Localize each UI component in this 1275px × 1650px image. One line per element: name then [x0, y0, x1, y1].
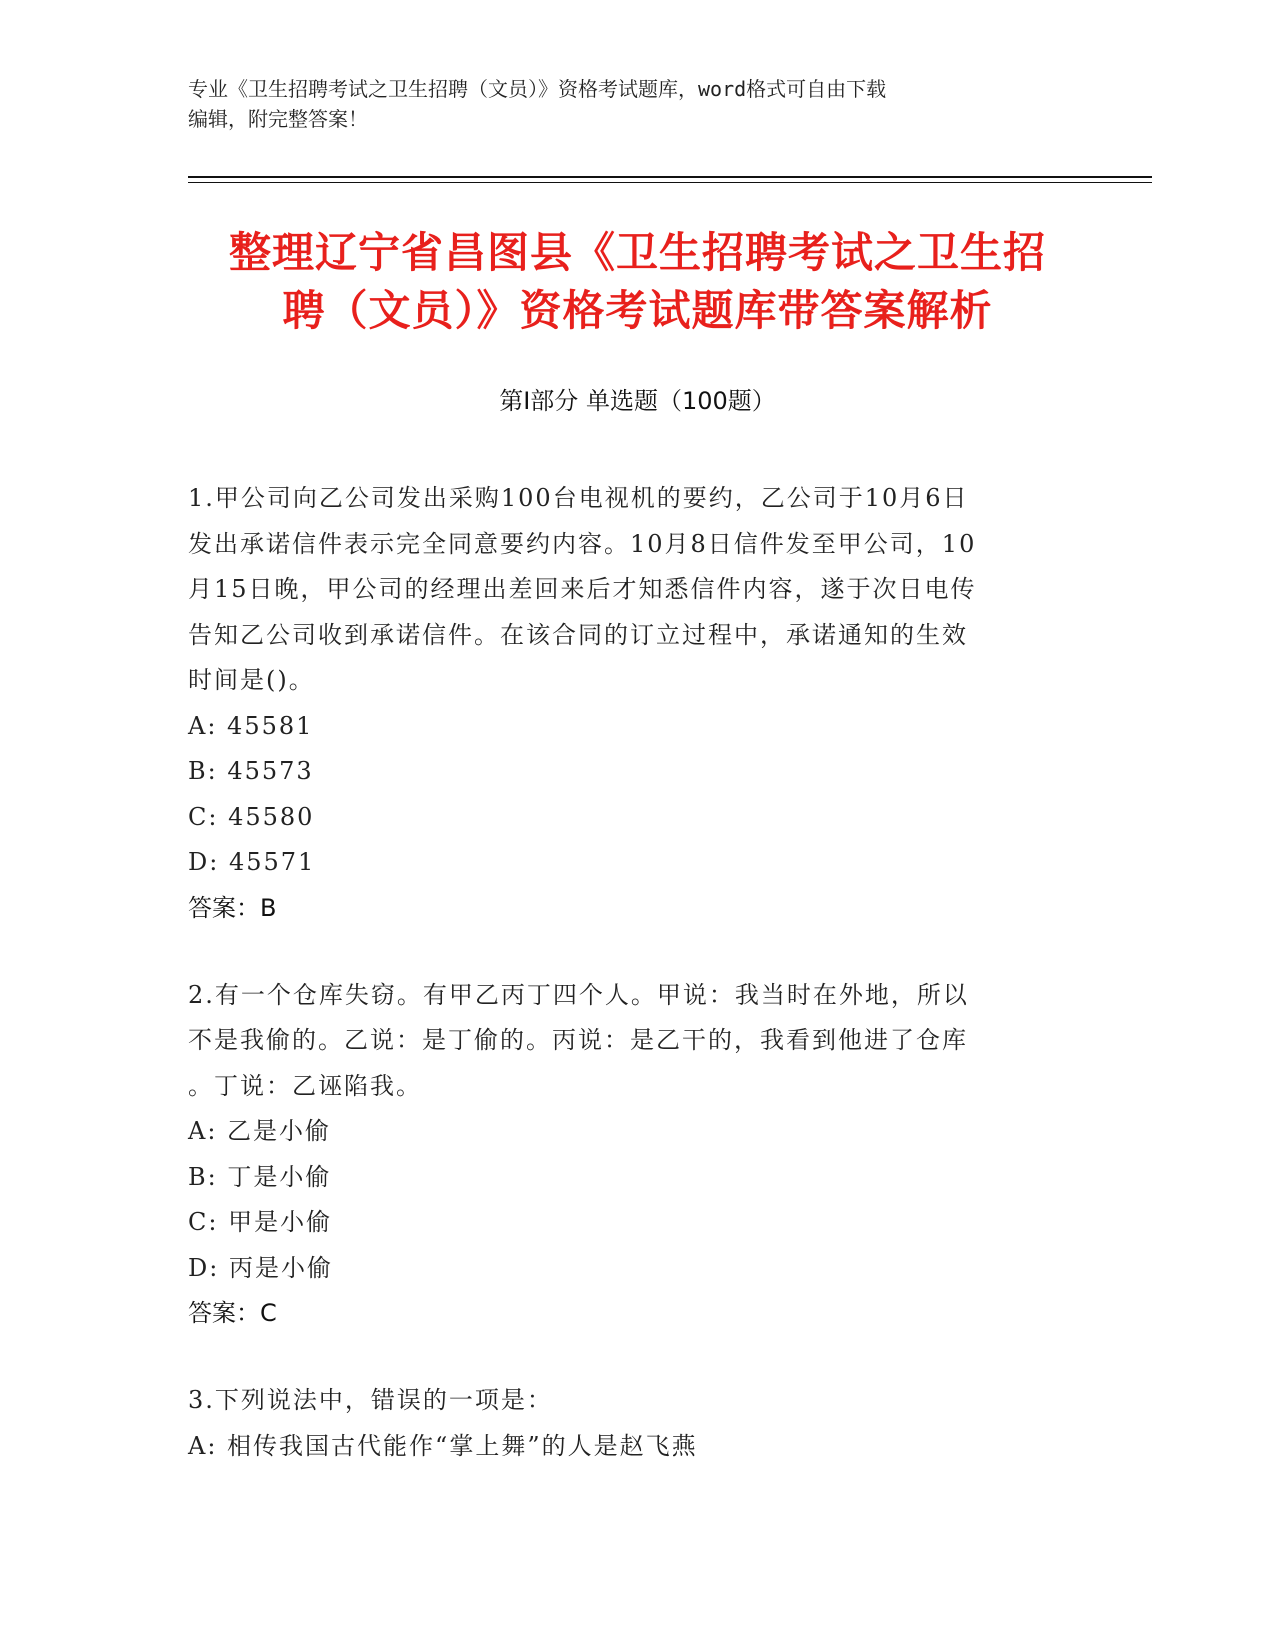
- question-list: [188, 476, 1068, 1511]
- option-b: B: 丁是小偷: [188, 1162, 332, 1191]
- question-stem-line: 3.下列说法中，错误的一项是：: [188, 1386, 553, 1414]
- question-stem-line: 告知乙公司收到承诺信件。在该合同的订立过程中，承诺通知的生效: [188, 620, 968, 649]
- question-stem-line: 2.有一个仓库失窃。有甲乙丙丁四个人。甲说：我当时在外地，所以: [188, 980, 969, 1009]
- question-2: [188, 973, 1068, 1337]
- question-3: [188, 1378, 1068, 1469]
- question-stem: [188, 476, 1068, 704]
- option-c: C: 甲是小偷: [188, 1208, 333, 1236]
- question-stem-line: 时间是()。: [188, 666, 315, 694]
- header-divider-thin: [188, 182, 1152, 183]
- document-title: [150, 224, 1125, 340]
- header-divider-thick: [188, 176, 1152, 178]
- question-stem: [188, 1378, 1068, 1424]
- option-a: A: 乙是小偷: [188, 1117, 332, 1145]
- option-d: D: 45571: [188, 848, 316, 876]
- answer-line: 答案：C: [188, 1299, 277, 1327]
- option-a: A: 相传我国古代能作“掌上舞”的人是赵飞燕: [188, 1431, 698, 1460]
- header-note-line: 编辑，附完整答案！: [188, 107, 368, 131]
- question-stem-line: 月15日晚，甲公司的经理出差回来后才知悉信件内容，遂于次日电传: [188, 575, 977, 603]
- header-note: [188, 74, 1088, 134]
- question-stem: [188, 973, 1068, 1110]
- option-d: D: 丙是小偷: [188, 1253, 333, 1282]
- question-stem-line: 。丁说：乙诬陷我。: [188, 1071, 422, 1100]
- question-stem-line: 发出承诺信件表示完全同意要约内容。10月8日信件发至甲公司，10: [188, 529, 977, 558]
- option-a: A: 45581: [188, 711, 314, 740]
- answer-line: 答案：B: [188, 893, 277, 922]
- option-c: C: 45580: [188, 802, 315, 831]
- document-title-line: 整理辽宁省昌图县《卫生招聘考试之卫生招: [228, 228, 1046, 277]
- document-title-line: 聘（文员）》资格考试题库带答案解析: [282, 286, 993, 335]
- question-stem-line: 1.甲公司向乙公司发出采购100台电视机的要约，乙公司于10月6日: [188, 484, 969, 512]
- question-stem-line: 不是我偷的。乙说：是丁偷的。丙说：是乙干的，我看到他进了仓库: [188, 1026, 968, 1054]
- question-1: [188, 476, 1068, 931]
- option-b: B: 45573: [188, 757, 314, 785]
- section-heading: 第Ⅰ部分 单选题（100题）: [499, 387, 776, 415]
- header-note-line: 专业《卫生招聘考试之卫生招聘（文员）》资格考试题库，word格式可自由下载: [188, 77, 887, 101]
